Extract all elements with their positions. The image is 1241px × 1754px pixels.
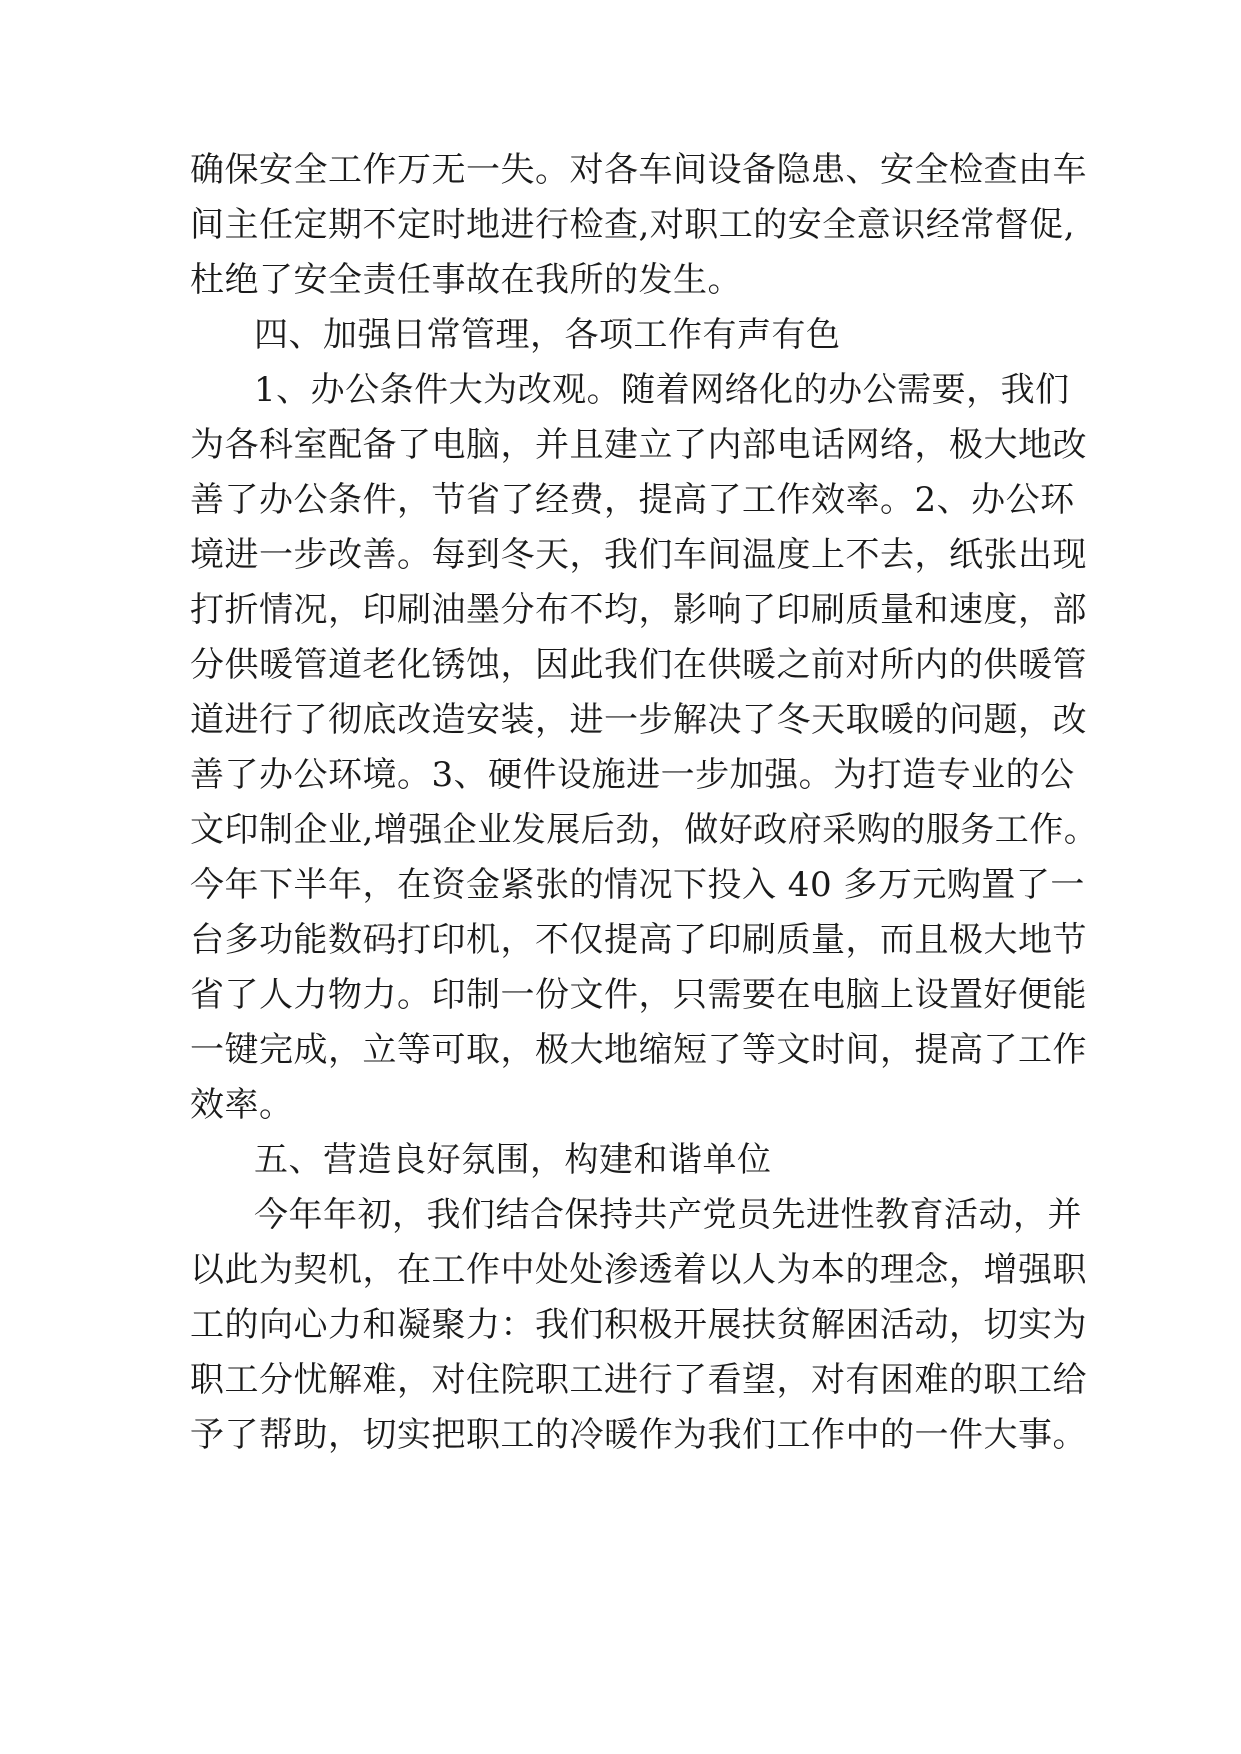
text-line: 文印制企业,增强企业发展后劲，做好政府采购的服务工作。	[190, 810, 1099, 850]
text-line: 今年下半年，在资金紧张的情况下投入 40 多万元购置了一	[190, 865, 1085, 905]
section-heading: 四、加强日常管理，各项工作有声有色	[254, 315, 841, 355]
text-line: 善了办公条件，节省了经费，提高了工作效率。2、办公环	[190, 480, 1075, 520]
text-line: 省了人力物力。印制一份文件，只需要在电脑上设置好便能	[190, 975, 1087, 1015]
text-line: 为各科室配备了电脑，并且建立了内部电话网络，极大地改	[190, 425, 1087, 465]
text-line: 台多功能数码打印机，不仅提高了印刷质量，而且极大地节	[190, 920, 1087, 960]
section-heading: 五、营造良好氛围，构建和谐单位	[254, 1140, 772, 1180]
text-line: 确保安全工作万无一失。对各车间设备隐患、安全检查由车	[190, 150, 1087, 190]
text-line: 一键完成，立等可取，极大地缩短了等文时间，提高了工作	[190, 1030, 1087, 1070]
text-line: 打折情况，印刷油墨分布不均，影响了印刷质量和速度，部	[190, 590, 1087, 630]
text-line: 分供暖管道老化锈蚀，因此我们在供暖之前对所内的供暖管	[190, 645, 1087, 685]
text-line: 善了办公环境。3、硬件设施进一步加强。为打造专业的公	[190, 755, 1075, 795]
text-line: 境进一步改善。每到冬天，我们车间温度上不去，纸张出现	[190, 535, 1087, 575]
text-line: 间主任定期不定时地进行检查,对职工的安全意识经常督促,	[190, 205, 1076, 245]
text-line: 予了帮助，切实把职工的冷暖作为我们工作中的一件大事。	[190, 1415, 1087, 1455]
text-line: 今年年初，我们结合保持共产党员先进性教育活动，并	[254, 1195, 1082, 1235]
text-line: 效率。	[190, 1085, 294, 1125]
text-line: 杜绝了安全责任事故在我所的发生。	[190, 260, 742, 300]
text-line: 以此为契机，在工作中处处渗透着以人为本的理念，增强职	[190, 1250, 1087, 1290]
text-line: 工的向心力和凝聚力：我们积极开展扶贫解困活动，切实为	[190, 1305, 1087, 1345]
text-line: 1、办公条件大为改观。随着网络化的办公需要，我们	[254, 370, 1070, 410]
text-line: 道进行了彻底改造安装，进一步解决了冬天取暖的问题，改	[190, 700, 1087, 740]
text-line: 职工分忧解难，对住院职工进行了看望，对有困难的职工给	[190, 1360, 1087, 1400]
